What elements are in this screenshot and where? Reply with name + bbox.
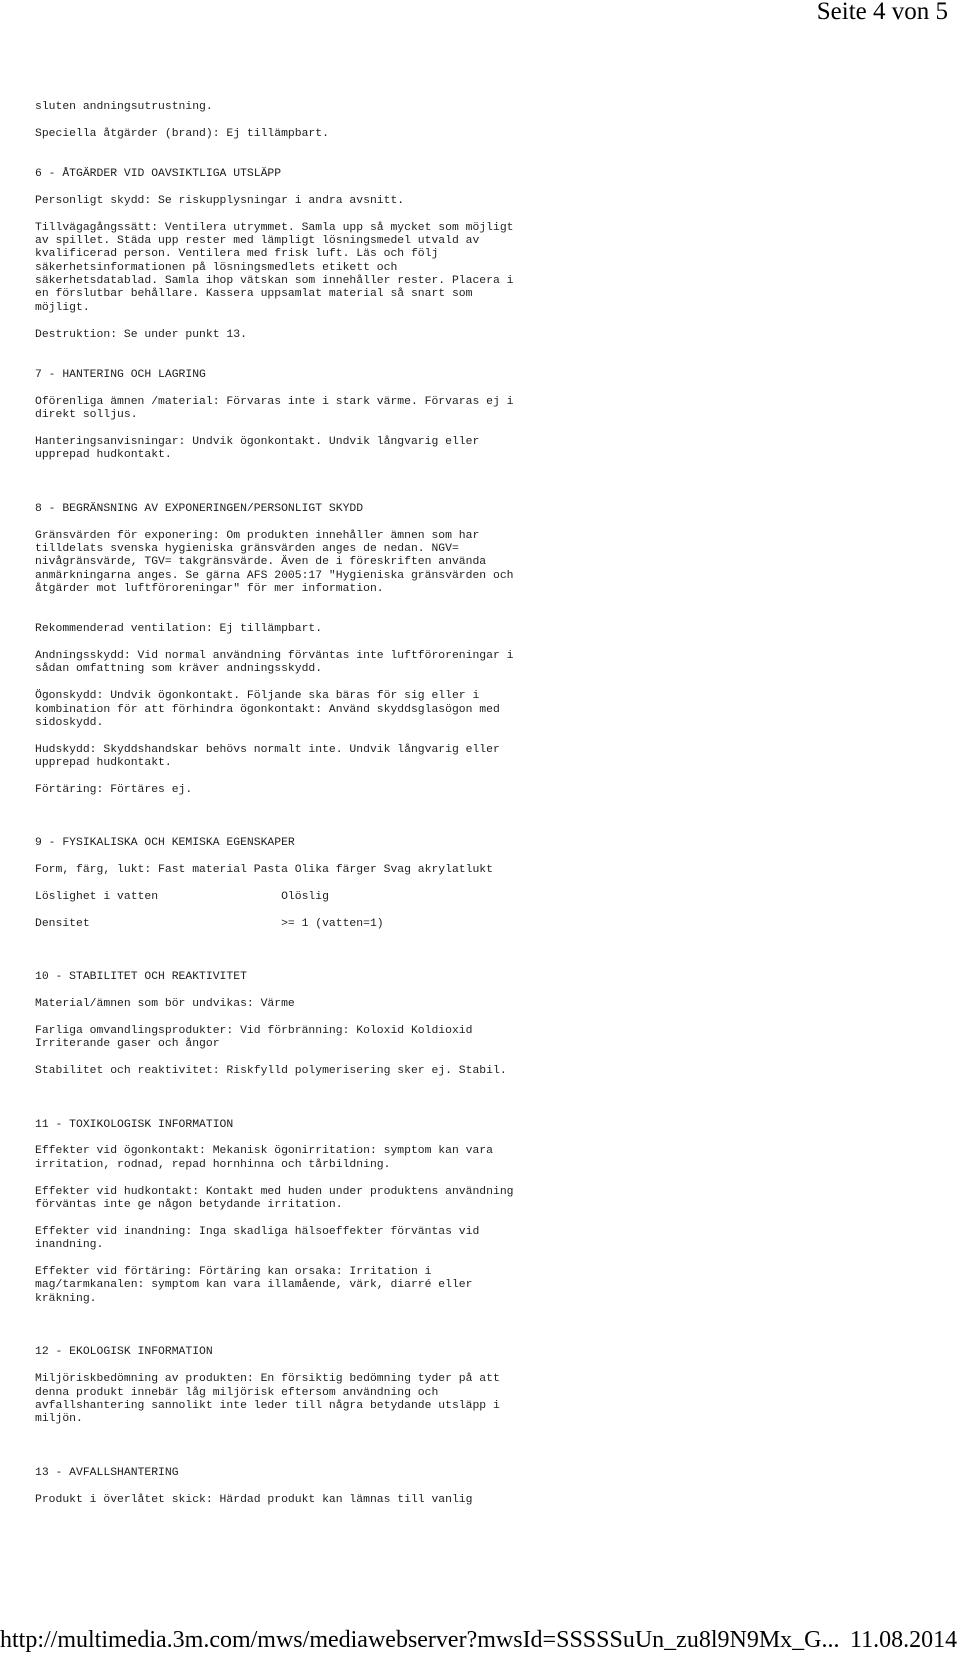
text-line: sidoskydd. xyxy=(35,716,104,729)
blank-line xyxy=(35,181,555,194)
blank-line xyxy=(35,208,555,221)
blank-line xyxy=(35,315,555,328)
text-line: Miljöriskbedömning av produkten: En försiktig bedömning tyder på att xyxy=(35,1373,500,1386)
blank-line xyxy=(35,945,555,958)
text-line: Effekter vid förtäring: Förtäring kan orsaka: Irritation i xyxy=(35,1265,432,1278)
blank-line xyxy=(35,1453,555,1466)
blank-line xyxy=(35,958,555,971)
text-line: Oförenliga ämnen /material: Förvaras inte i stark värme. Förvaras ej i xyxy=(35,395,514,408)
blank-line xyxy=(35,1440,555,1453)
text-line: av spillet. Städa upp rester med lämpligt lösningsmedel utvald av xyxy=(35,234,480,247)
blank-line xyxy=(35,610,555,623)
blank-line xyxy=(35,1333,555,1346)
text-line: sådan omfattning som kräver andningsskydd. xyxy=(35,663,323,676)
text-line: Personligt skydd: Se riskupplysningar i andra avsnitt. xyxy=(35,194,405,207)
text-line: Förtäring: Förtäres ej. xyxy=(35,783,193,796)
blank-line xyxy=(35,1079,555,1092)
blank-line xyxy=(35,1012,555,1025)
blank-line xyxy=(35,141,555,154)
text-line: Effekter vid inandning: Inga skadliga hälsoeffekter förväntas vid xyxy=(35,1225,480,1238)
text-line: Material/ämnen som bör undvikas: Värme xyxy=(35,998,295,1011)
text-line: Destruktion: Se under punkt 13. xyxy=(35,328,247,341)
text-line: mag/tarmkanalen: symptom kan vara illamående, värk, diarré eller xyxy=(35,1279,473,1292)
text-line: Hanteringsanvisningar: Undvik ögonkontakt. Undvik långvarig eller xyxy=(35,435,480,448)
text-line: Ögonskydd: Undvik ögonkontakt. Följande ska bäras för sig eller i xyxy=(35,690,480,703)
blank-line xyxy=(35,489,555,502)
blank-line xyxy=(35,596,555,609)
blank-line xyxy=(35,677,555,690)
text-line: kräkning. xyxy=(35,1292,97,1305)
document-body xyxy=(35,101,555,1507)
blank-line xyxy=(35,904,555,917)
footer-url: http://multimedia.3m.com/mws/mediawebserver?mwsId=SSSSSuUn_zu8l9N9Mx_G... xyxy=(0,1627,840,1653)
blank-line xyxy=(35,878,555,891)
blank-line xyxy=(35,114,555,127)
text-line: Effekter vid hudkontakt: Kontakt med huden under produktens användning xyxy=(35,1185,514,1198)
text-line: Hudskydd: Skyddshandskar behövs normalt inte. Undvik långvarig eller xyxy=(35,743,500,756)
text-line: 10 - STABILITET OCH REAKTIVITET xyxy=(35,971,247,984)
text-line: tilldelats svenska hygieniska gränsvärden anges de nedan. NGV= xyxy=(35,542,459,555)
blank-line xyxy=(35,355,555,368)
blank-line xyxy=(35,931,555,944)
text-line: Stabilitet och reaktivitet: Riskfylld polymerisering sker ej. Stabil. xyxy=(35,1065,507,1078)
text-line: irritation, rodnad, repad hornhinna och tårbildning. xyxy=(35,1158,391,1171)
blank-line xyxy=(35,1212,555,1225)
page-number-header: Seite 4 von 5 xyxy=(816,0,948,25)
blank-line xyxy=(35,811,555,824)
text-line: upprepad hudkontakt. xyxy=(35,449,172,462)
text-line: avfallshantering sannolikt inte leder till några betydande utsläpp i xyxy=(35,1399,500,1412)
text-line: Irriterande gaser och ångor xyxy=(35,1038,220,1051)
blank-line xyxy=(35,1105,555,1118)
blank-line xyxy=(35,1172,555,1185)
text-line: miljön. xyxy=(35,1413,83,1426)
blank-line xyxy=(35,516,555,529)
text-line: en förslutbar behållare. Kassera uppsamlat material så snart som xyxy=(35,288,473,301)
text-line: Effekter vid ögonkontakt: Mekanisk ögonirritation: symptom kan vara xyxy=(35,1145,493,1158)
text-line: Densitet >= 1 (vatten=1) xyxy=(35,917,384,930)
blank-line xyxy=(35,1132,555,1145)
text-line: Farliga omvandlingsprodukter: Vid förbränning: Koloxid Koldioxid xyxy=(35,1024,473,1037)
blank-line xyxy=(35,851,555,864)
text-line: kvalificerad person. Ventilera med frisk luft. Läs och följ xyxy=(35,248,439,261)
text-line: upprepad hudkontakt. xyxy=(35,757,172,770)
blank-line xyxy=(35,155,555,168)
text-line: Form, färg, lukt: Fast material Pasta Olika färger Svag akrylatlukt xyxy=(35,864,493,877)
text-line: möjligt. xyxy=(35,301,90,314)
blank-line xyxy=(35,1092,555,1105)
blank-line xyxy=(35,1480,555,1493)
blank-line xyxy=(35,463,555,476)
text-line: 9 - FYSIKALISKA OCH KEMISKA EGENSKAPER xyxy=(35,837,295,850)
text-line: Tillvägagångssätt: Ventilera utrymmet. Samla upp så mycket som möjligt xyxy=(35,221,514,234)
text-line: Rekommenderad ventilation: Ej tillämpbart. xyxy=(35,623,323,636)
page-footer xyxy=(0,1626,960,1654)
text-line: Gränsvärden för exponering: Om produkten innehåller ämnen som har xyxy=(35,529,480,542)
blank-line xyxy=(35,637,555,650)
text-line: nivågränsvärde, TGV= takgränsvärde. Även de i föreskriften använda xyxy=(35,556,487,569)
blank-line xyxy=(35,797,555,810)
text-line: Andningsskydd: Vid normal användning förväntas inte luftföroreningar i xyxy=(35,650,514,663)
text-line: 7 - HANTERING OCH LAGRING xyxy=(35,368,206,381)
text-line: Speciella åtgärder (brand): Ej tillämpbart. xyxy=(35,127,329,140)
text-line: förväntas inte ge någon betydande irritation. xyxy=(35,1199,343,1212)
text-line: 8 - BEGRÄNSNING AV EXPONERINGEN/PERSONLIGT SKYDD xyxy=(35,502,364,515)
text-line: säkerhetsinformationen på lösningsmedlets etikett och xyxy=(35,261,398,274)
blank-line xyxy=(35,771,555,784)
footer-date: 11.08.2014 xyxy=(850,1627,958,1653)
text-line: Produkt i överlåtet skick: Härdad produkt kan lämnas till vanlig xyxy=(35,1493,473,1506)
text-line: säkerhetsdatablad. Samla ihop vätskan som innehåller rester. Placera i xyxy=(35,275,514,288)
text-line: direkt solljus. xyxy=(35,408,138,421)
text-line: 11 - TOXIKOLOGISK INFORMATION xyxy=(35,1118,234,1131)
blank-line xyxy=(35,342,555,355)
text-line: inandning. xyxy=(35,1239,104,1252)
blank-line xyxy=(35,1320,555,1333)
text-line: 12 - EKOLOGISK INFORMATION xyxy=(35,1346,213,1359)
blank-line xyxy=(35,422,555,435)
text-line: Löslighet i vatten Olöslig xyxy=(35,891,329,904)
blank-line xyxy=(35,1427,555,1440)
blank-line xyxy=(35,1052,555,1065)
text-line: åtgärder mot luftföroreningar" för mer information. xyxy=(35,583,384,596)
text-line: 13 - AVFALLSHANTERING xyxy=(35,1466,179,1479)
blank-line xyxy=(35,476,555,489)
text-line: kombination för att förhindra ögonkontakt: Använd skyddsglasögon med xyxy=(35,703,500,716)
blank-line xyxy=(35,382,555,395)
text-line: anmärkningarna anges. Se gärna AFS 2005:17 "Hygieniska gränsvärden och xyxy=(35,569,514,582)
blank-line xyxy=(35,1253,555,1266)
blank-line xyxy=(35,985,555,998)
blank-line xyxy=(35,824,555,837)
blank-line xyxy=(35,1360,555,1373)
text-line: denna produkt innebär låg miljörisk eftersom användning och xyxy=(35,1386,439,1399)
blank-line xyxy=(35,730,555,743)
blank-line xyxy=(35,1306,555,1319)
text-line: sluten andningsutrustning. xyxy=(35,101,213,113)
text-line: 6 - ÅTGÄRDER VID OAVSIKTLIGA UTSLÄPP xyxy=(35,167,282,180)
